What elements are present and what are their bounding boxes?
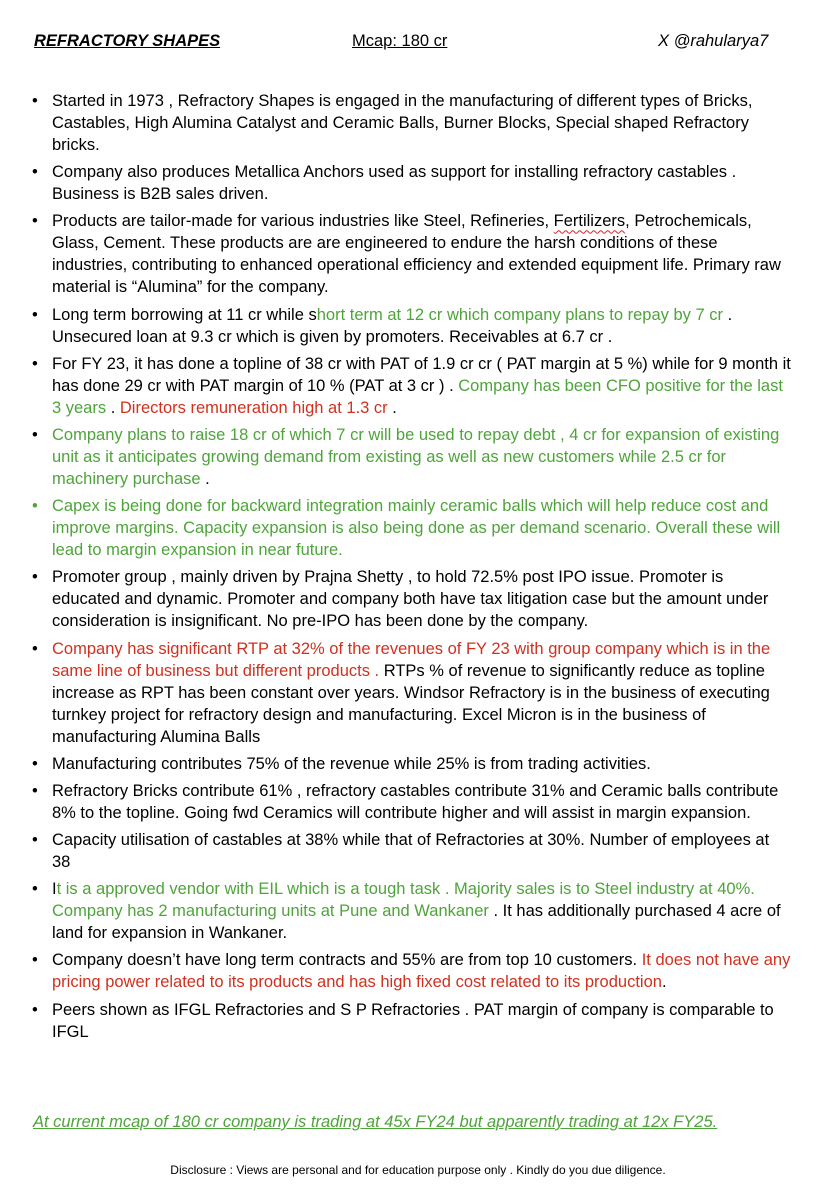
bullet-point <box>52 878 792 944</box>
text-run: Refractory Bricks contribute 61% , refractory castables contribute 31% and Ceramic balls contribute 8% to the topline. Going fwd Ceramics will contribute higher and will assist in margin expansion. <box>52 781 779 822</box>
text-run: . <box>387 398 397 417</box>
bullet-point <box>52 780 792 824</box>
text-run: Products are tailor-made for various industries like Steel, Refineries, <box>52 212 554 231</box>
bullet-point <box>52 949 792 993</box>
bullet-point <box>52 638 792 748</box>
text-run: Capacity utilisation of castables at 38% while that of Refractories at 30%. Number of employees at 38 <box>52 831 770 872</box>
market-cap-label: Mcap: 180 cr <box>352 32 448 50</box>
text-run: Company also produces Metallica Anchors used as support for installing refractory castables . Business is B2B sales driven. <box>52 163 737 204</box>
text-run: RTPs % of revenue to significantly reduce as topline increase as RPT has been constant over years. Windsor Refractory is in the business of executing turnkey project for refractory design and manufacturing. Excel Micron is in the business of manufacturing Alumina Balls <box>52 661 770 746</box>
text-run: I <box>52 880 57 899</box>
text-run: Peers shown as IFGL Refractories and S P Refractories . PAT margin of company is comparable to IFGL <box>52 1000 774 1041</box>
header-bar <box>0 32 836 56</box>
bullet-point <box>52 495 792 561</box>
text-run: Fertilizers <box>553 212 626 231</box>
disclosure-text: Disclosure : Views are personal and for education purpose only . Kindly do you due diligence. <box>170 1163 666 1177</box>
text-run: Promoter group , mainly driven by Prajna Shetty , to hold 72.5% post IPO issue. Promoter is educated and dynamic. Promoter and company both have tax litigation case but the amount under consideration is insignificant. No pre-IPO has been done by the company. <box>52 568 769 631</box>
bullet-point <box>52 566 792 632</box>
bullet-point <box>52 353 792 419</box>
author-handle: X @rahularya7 <box>658 32 769 50</box>
text-run: Company doesn’t have long term contracts and 55% are from top 10 customers. <box>52 951 642 970</box>
text-run: Manufacturing contributes 75% of the revenue while 25% is from trading activities. <box>52 754 651 773</box>
text-run: Long term borrowing at 11 cr while s <box>52 305 317 324</box>
bullet-list <box>52 90 792 1048</box>
conclusion-text: At current mcap of 180 cr company is trading at 45x FY24 but apparently trading at 12x FY25. <box>33 1113 718 1131</box>
text-run: . <box>106 398 120 417</box>
text-run: Company has been CFO positive for the last 3 years <box>52 376 783 417</box>
text-run: Company plans to raise 18 cr of which 7 cr will be used to repay debt , 4 cr for expansion of existing unit as it anticipates growing demand from existing as well as new customers while 2.5 cr for machinery purchase <box>52 425 780 488</box>
bullet-point <box>52 424 792 490</box>
text-run: Capex is being done for backward integration mainly ceramic balls which will help reduce cost and improve margins. Capacity expansion is also being done as per demand scenario. Overall these will lead to margin expansion in near future. <box>52 497 781 560</box>
text-run: Started in 1973 , Refractory Shapes is engaged in the manufacturing of different types of Bricks, Castables, High Alumina Catalyst and Ceramic Balls, Burner Blocks, Special shaped Refractory bricks. <box>52 92 753 154</box>
text-run: . It has additionally purchased 4 acre of land for expansion in Wankaner. <box>52 902 781 943</box>
text-run: . <box>661 973 667 992</box>
bullet-point <box>52 753 792 775</box>
text-run: hort term at 12 cr which company plans to repay by 7 cr <box>316 305 723 324</box>
text-run: For FY 23, it has done a topline of 38 cr with PAT of 1.9 cr cr ( PAT margin at 5 %) while for 9 month it has done 29 cr with PAT margin of 10 % (PAT at 3 cr ) . <box>52 354 791 395</box>
text-run: . Unsecured loan at 9.3 cr which is given by promoters. Receivables at 6.7 cr . <box>52 305 733 346</box>
text-run: t is a approved vendor with EIL which is a tough task . Majority sales is to Steel industry at 40%. Company has 2 manufacturing units at Pune and Wankaner <box>52 880 755 921</box>
bullet-point <box>52 999 792 1043</box>
text-run: Company has significant RTP at 32% of the revenues of FY 23 with group company which is in the same line of business but different products . <box>52 639 771 680</box>
bullet-point <box>52 210 792 298</box>
document-title: REFRACTORY SHAPES <box>34 32 221 50</box>
bullet-point <box>52 90 792 156</box>
bullet-point <box>52 829 792 873</box>
bullet-point <box>52 161 792 205</box>
text-run: It does not have any pricing power related to its products and has high fixed cost related to its production <box>52 951 791 992</box>
bullet-point <box>52 304 792 348</box>
text-run: , Petrochemicals, Glass, Cement. These products are are engineered to endure the harsh conditions of these industries, contributing to enhanced operational efficiency and extended equipment life. Primary raw material is “Alumina” for the company. <box>52 212 781 297</box>
text-run: . <box>200 469 210 488</box>
text-run: Directors remuneration high at 1.3 cr <box>119 398 388 417</box>
